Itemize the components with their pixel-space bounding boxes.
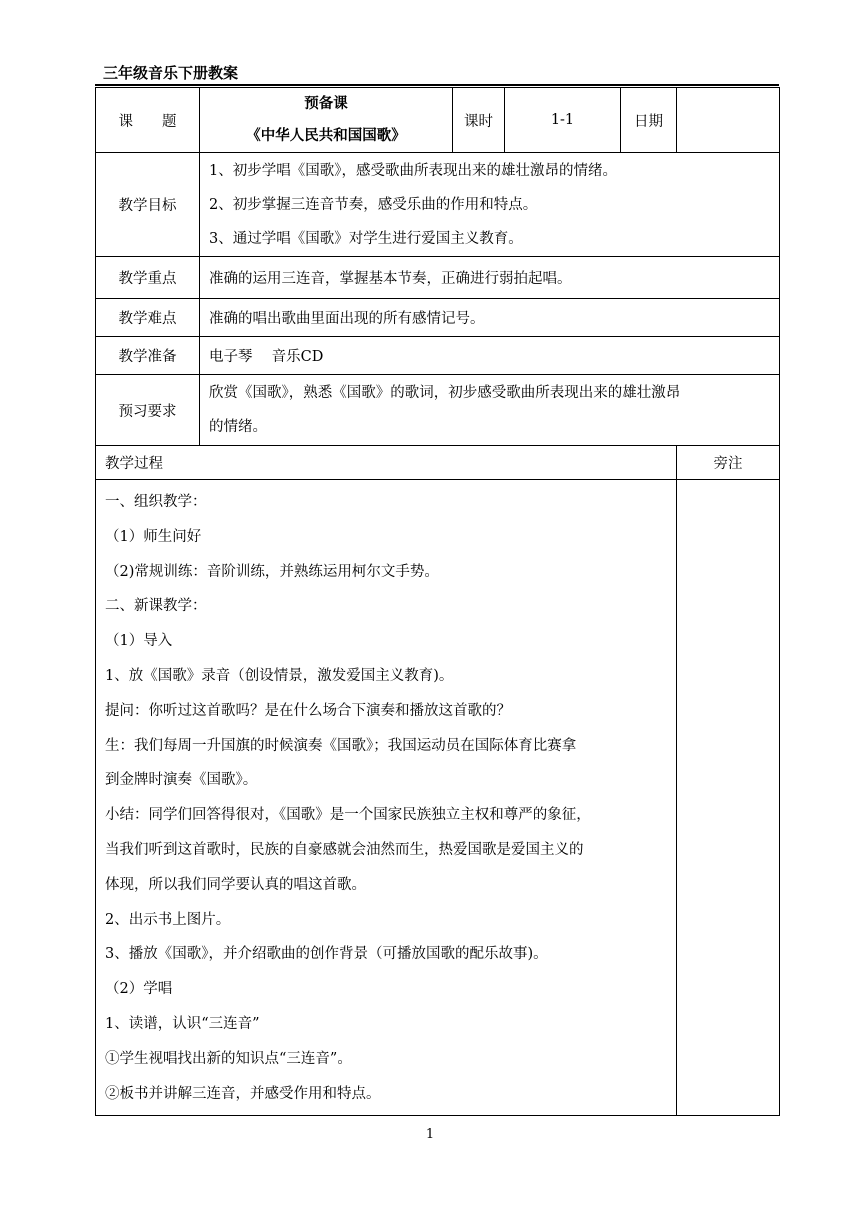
process-line: 小结：同学们回答得很对，《国歌》是一个国家民族独立主权和尊严的象征， [105, 807, 591, 824]
difficulties-label: 教学难点 [96, 299, 200, 337]
topic-line-1: 预备课 [304, 96, 348, 112]
process-line: （2)常规训练：音阶训练，并熟练运用柯尔文手势。 [105, 563, 439, 580]
process-line: ②板书并讲解三连音，并感受作用和特点。 [105, 1085, 381, 1102]
preview-line: 的情绪。 [209, 419, 267, 435]
goals-row [96, 153, 780, 257]
process-line: 1、放《国歌》录音（创设情景，激发爱国主义教育)。 [105, 667, 454, 684]
date-value [677, 88, 780, 153]
process-content [96, 480, 677, 1116]
preview-row [96, 375, 780, 446]
table-top-border [95, 84, 779, 86]
process-label: 教学过程 [96, 446, 677, 480]
key-points-label: 教学重点 [96, 257, 200, 299]
notes-label: 旁注 [677, 446, 780, 480]
preparation-label: 教学准备 [96, 337, 200, 375]
topic-cell [200, 88, 453, 153]
key-points-row [96, 257, 780, 299]
process-line: 当我们听到这首歌时，民族的自豪感就会油然而生，热爱国歌是爱国主义的 [105, 841, 584, 858]
process-line: 3、播放《国歌》，并介绍歌曲的创作背景（可播放国歌的配乐故事)。 [105, 946, 548, 963]
difficulties-row [96, 299, 780, 337]
date-label: 日期 [621, 88, 677, 153]
goal-item: 3、通过学唱《国歌》对学生进行爱国主义教育。 [209, 230, 523, 247]
preview-content [200, 375, 780, 446]
preview-line: 欣赏《国歌》，熟悉《国歌》的歌词，初步感受歌曲所表现出来的雄壮激昂 [209, 385, 681, 401]
page-number: 1 [425, 1127, 435, 1142]
topic-line-2: 《中华人民共和国国歌》 [246, 128, 406, 144]
goals-content [200, 153, 780, 257]
process-line: （1）导入 [105, 633, 173, 650]
process-body-row [96, 480, 780, 1116]
process-line: （1）师生问好 [105, 528, 202, 545]
goal-item: 2、初步掌握三连音节奏，感受乐曲的作用和特点。 [209, 196, 538, 213]
key-points-text: 准确的运用三连音，掌握基本节奏，正确进行弱拍起唱。 [200, 257, 780, 299]
process-line: 1、读谱，认识“三连音” [105, 1015, 260, 1032]
notes-column [677, 480, 780, 1116]
topic-row [96, 88, 780, 153]
process-line: 一、组织教学： [105, 494, 207, 510]
preview-label: 预习要求 [96, 375, 200, 446]
process-line: （2）学唱 [105, 981, 173, 998]
preparation-row [96, 337, 780, 375]
process-line: ①学生视唱找出新的知识点“三连音”。 [105, 1050, 352, 1067]
process-line: 生：我们每周一升国旗的时候演奏《国歌》；我国运动员在国际体育比赛拿 [105, 737, 577, 754]
goals-label: 教学目标 [96, 153, 200, 257]
process-header-row [96, 446, 780, 480]
process-line: 到金牌时演奏《国歌》。 [105, 772, 258, 789]
process-line: 2、出示书上图片。 [105, 911, 231, 928]
process-line: 提问：你听过这首歌吗？是在什么场合下演奏和播放这首歌的？ [105, 702, 511, 719]
document-title: 三年级音乐下册教案 [103, 64, 239, 82]
topic-label: 课 题 [96, 88, 200, 153]
period-value: 1-1 [505, 88, 621, 153]
lesson-plan-table [95, 87, 780, 1116]
preparation-text: 电子琴 音乐CD [200, 337, 780, 375]
process-line: 体现，所以我们同学要认真的唱这首歌。 [105, 876, 366, 893]
process-line: 二、新课教学： [105, 598, 207, 615]
period-label: 课时 [453, 88, 505, 153]
difficulties-text: 准确的唱出歌曲里面出现的所有感情记号。 [200, 299, 780, 337]
goal-item: 1、初步学唱《国歌》，感受歌曲所表现出来的雄壮激昂的情绪。 [209, 162, 617, 179]
